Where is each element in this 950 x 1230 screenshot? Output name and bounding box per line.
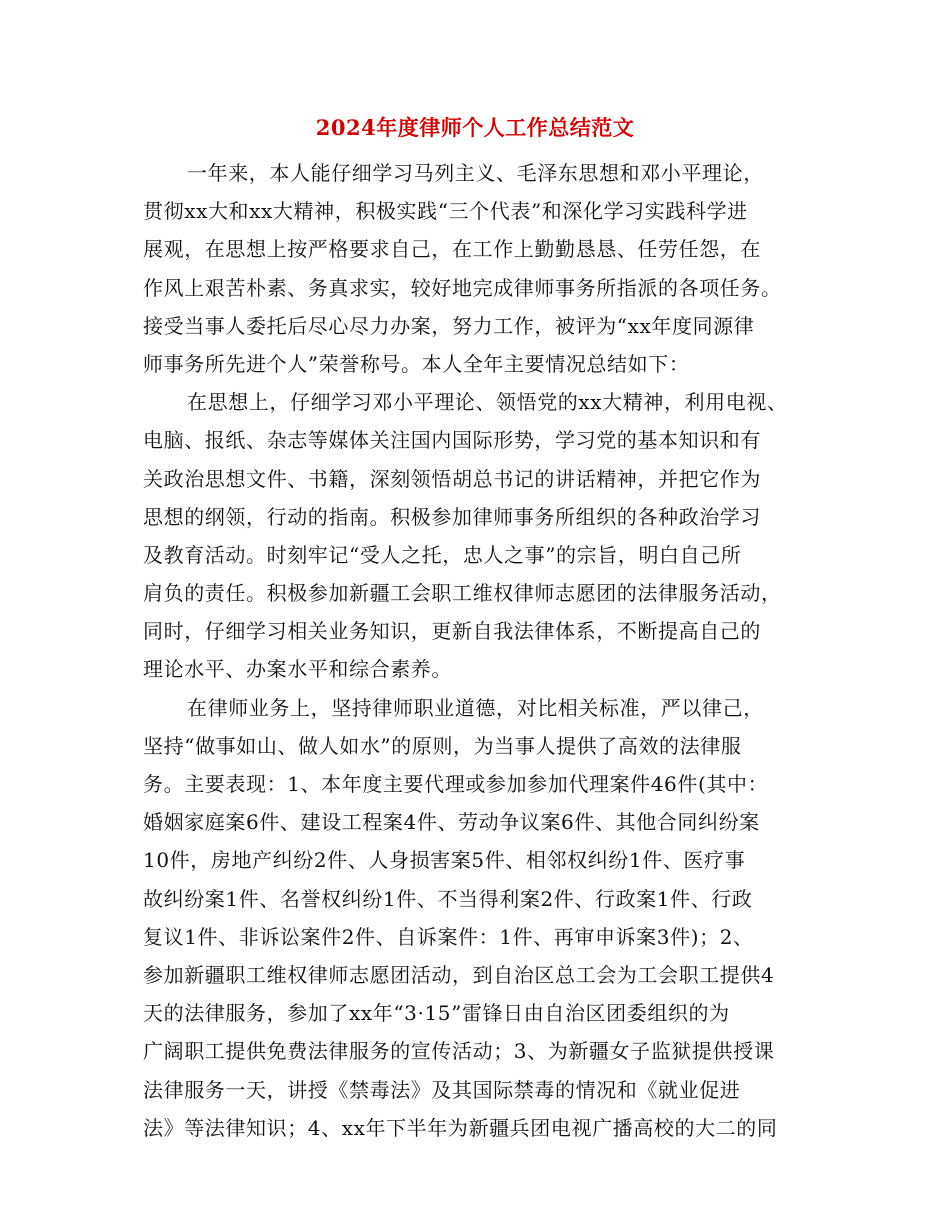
- body-line: 在律师业务上，坚持律师职业道德，对比相关标准，严以律己，: [187, 695, 764, 720]
- body-line: 一年来，本人能仔细学习马列主义、毛泽东思想和邓小平理论，: [187, 161, 764, 185]
- body-line: 法》等法律知识；4、xx年下半年为新疆兵团电视广播高校的大二的同: [143, 1115, 778, 1140]
- body-line: 思想的纲领，行动的指南。积极参加律师事务所组织的各种政治学习: [143, 504, 761, 529]
- body-line: 复议1件、非诉讼案件2件、自诉案件：1件、再审申诉案3件)；2、: [143, 924, 754, 949]
- body-line: 及教育活动。时刻牢记“受人之托，忠人之事”的宗旨，明白自己所: [143, 542, 742, 567]
- body-line: 天的法律服务，参加了xx年“3·15”雷锋日由自治区团委组织的为: [143, 1001, 730, 1026]
- body-line: 展观，在思想上按严格要求自己，在工作上勤勤恳恳、任劳任怨，在: [143, 237, 761, 262]
- body-line: 贯彻xx大和xx大精神，积极实践“三个代表”和深化学习实践科学进: [143, 199, 748, 224]
- body-line: 肩负的责任。积极参加新疆工会职工维权律师志愿团的法律服务活动，: [143, 581, 782, 606]
- document-body: [143, 154, 813, 1147]
- body-line: 关政治思想文件、书籍，深刻领悟胡总书记的讲话精神，并把它作为: [143, 466, 761, 491]
- body-line: 在思想上，仔细学习邓小平理论、领悟党的xx大精神，利用电视、: [187, 390, 788, 415]
- body-line: 故纠纷案1件、名誉权纠纷1件、不当得利案2件、行政案1件、行政: [143, 886, 753, 911]
- body-line: 理论水平、办案水平和综合素养。: [143, 657, 452, 682]
- document-title: 2024年度律师个人工作总结范文: [315, 115, 635, 140]
- body-line: 同时，仔细学习相关业务知识，更新自我法律体系，不断提高自己的: [143, 619, 761, 644]
- body-line: 坚持“做事如山、做人如水”的原则，为当事人提供了高效的法律服: [143, 733, 742, 758]
- body-line: 师事务所先进个人”荣誉称号。本人全年主要情况总结如下：: [143, 351, 690, 376]
- body-line: 作风上艰苦朴素、务真求实，较好地完成律师事务所指派的各项任务。: [143, 275, 782, 300]
- body-line: 婚姻家庭案6件、建设工程案4件、劳动争议案6件、其他合同纠纷案: [143, 810, 760, 835]
- body-line: 务。主要表现：1、本年度主要代理或参加参加代理案件46件(其中：: [143, 772, 769, 796]
- body-line: 法律服务一天，讲授《禁毒法》及其国际禁毒的情况和《就业促进: [143, 1077, 741, 1102]
- body-line: 接受当事人委托后尽心尽力办案，努力工作，被评为“xx年度同源律: [143, 313, 755, 338]
- body-line: 10件，房地产纠纷2件、人身损害案5件、相邻权纠纷1件、医疗事: [143, 848, 746, 873]
- body-line: 参加新疆职工维权律师志愿团活动，到自治区总工会为工会职工提供4: [143, 962, 775, 987]
- body-line: 电脑、报纸、杂志等媒体关注国内国际形势，学习党的基本知识和有: [143, 428, 761, 453]
- body-line: 广阔职工提供免费法律服务的宣传活动；3、为新疆女子监狱提供授课: [143, 1039, 775, 1064]
